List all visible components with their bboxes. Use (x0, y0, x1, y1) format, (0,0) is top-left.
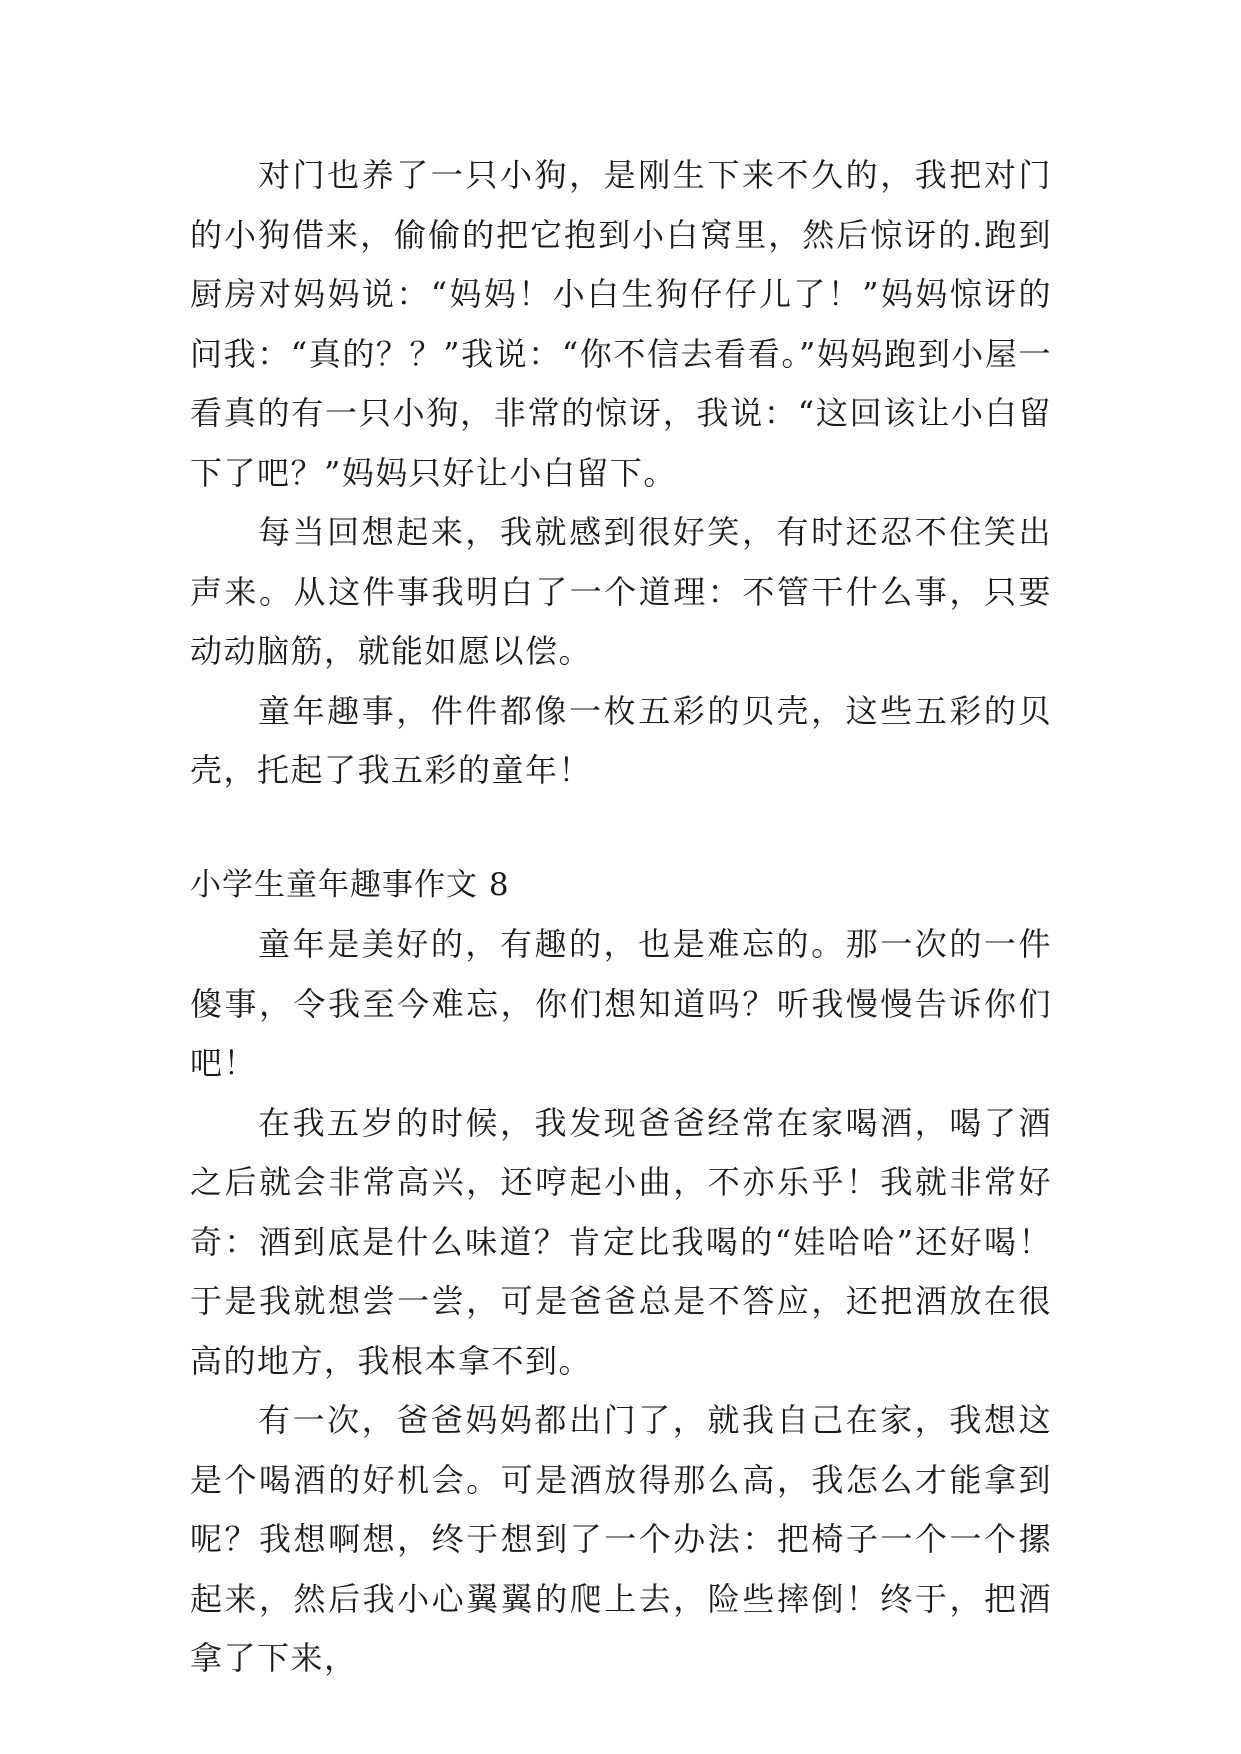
paragraph-conclusion: 童年趣事，件件都像一枚五彩的贝壳，这些五彩的贝壳，托起了我五彩的童年！ (190, 691, 1052, 789)
paragraph-intro: 童年是美好的，有趣的，也是难忘的。那一次的一件傻事，令我至今难忘，你们想知道吗？听我慢慢告诉你们吧！ (190, 925, 1052, 1082)
paragraph-puppy-trick: 对门也养了一只小狗，是刚生下来不久的，我把对门的小狗借来，偷偷的把它抱到小白窝里，然后惊讶的.跑到厨房对妈妈说：“妈妈！小白生狗仔仔儿了！”妈妈惊讶的问我：“真的？？”我说：“你不信去看看。”妈妈跑到小屋一看真的有一只小狗，非常的惊讶，我说：“这回该让小白留下了吧？”妈妈只好让小白留下。 (190, 156, 1052, 492)
document-page (190, 146, 1052, 1689)
paragraph-attempt: 有一次，爸爸妈妈都出门了，就我自己在家，我想这是个喝酒的好机会。可是酒放得那么高，我怎么才能拿到呢？我想啊想，终于想到了一个办法：把椅子一个一个摞起来，然后我小心翼翼的爬上去，险些摔倒！终于，把酒拿了下来， (190, 1401, 1052, 1677)
paragraph-curiosity: 在我五岁的时候，我发现爸爸经常在家喝酒，喝了酒之后就会非常高兴，还哼起小曲，不亦乐乎！我就非常好奇：酒到底是什么味道？肯定比我喝的“娃哈哈”还好喝！于是我就想尝一尝，可是爸爸总是不答应，还把酒放在很高的地方，我根本拿不到。 (190, 1103, 1052, 1380)
section-title: 小学生童年趣事作文 8 (190, 866, 510, 903)
paragraph-reflection: 每当回想起来，我就感到很好笑，有时还忍不住笑出声来。从这件事我明白了一个道理：不管干什么事，只要动动脑筋，就能如愿以偿。 (190, 513, 1052, 670)
